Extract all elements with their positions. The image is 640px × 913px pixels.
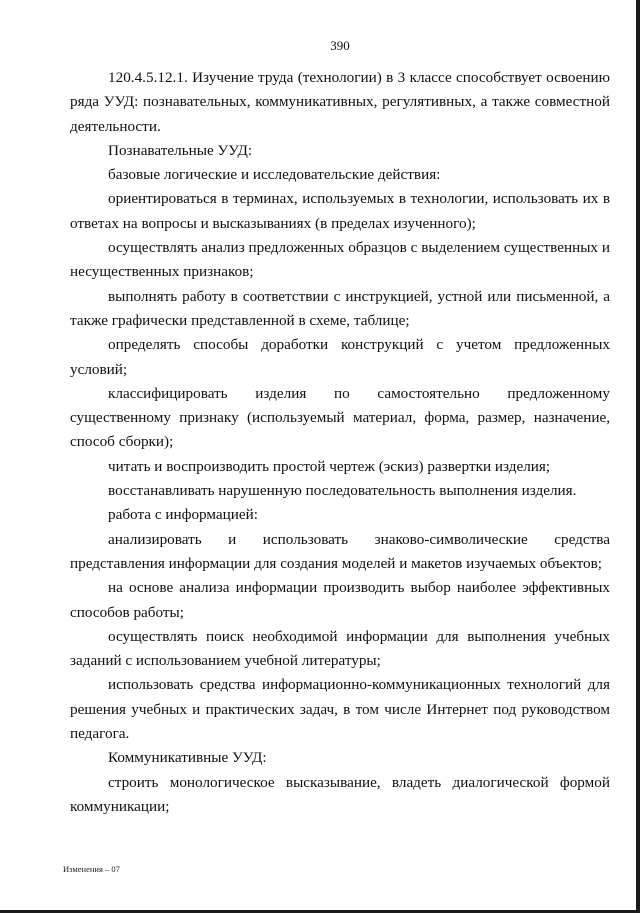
scan-edge-right (636, 0, 640, 913)
list-item: выполнять работу в соответствии с инструкцией, устной или письменной, а также графически представленной в схеме, таблице; (70, 287, 610, 329)
list-item: осуществлять анализ предложенных образцов с выделением существенных и несущественных признаков; (70, 239, 610, 281)
list-item: анализировать и использовать знаково-символические средства представления информации для создания моделей и макетов изучаемых объектов; (70, 530, 610, 572)
list-item: определять способы доработки конструкций с учетом предложенных условий; (70, 336, 610, 378)
list-item: на основе анализа информации производить выбор наиболее эффективных способов работы; (70, 579, 610, 621)
list-item: читать и воспроизводить простой чертеж (эскиз) развертки изделия; (108, 457, 551, 475)
paragraph-intro: 120.4.5.12.1. Изучение труда (технологии) в 3 классе способствует освоению ряда УУД: познавательных, коммуникативных, регулятивных, а также совместной деятельности. (70, 69, 610, 135)
list-item: восстанавливать нарушенную последовательность выполнения изделия. (108, 482, 577, 500)
list-item: осуществлять поиск необходимой информации для выполнения учебных заданий с использованием учебной литературы; (70, 627, 610, 670)
subheading-information-work: работа с информацией: (108, 506, 258, 524)
page-number: 390 (330, 38, 350, 53)
list-item: строить монологическое высказывание, владеть диалогической формой коммуникации; (70, 773, 610, 815)
list-item: классифицировать изделия по самостоятельно предложенному существенному признаку (используемый материал, форма, размер, назначение, способ сборки); (70, 384, 610, 451)
page-footer: Изменения – 07 (63, 864, 120, 874)
body-text (70, 66, 610, 819)
subheading-logical-actions: базовые логические и исследовательские действия: (108, 166, 441, 184)
list-item: использовать средства информационно-коммуникационных технологий для решения учебных и практических задач, в том числе Интернет под руководством педагога. (70, 676, 610, 743)
heading-cognitive-uud: Познавательные УУД: (108, 141, 253, 159)
list-item: ориентироваться в терминах, используемых в технологии, использовать их в ответах на вопросы и высказываниях (в пределах изученного); (70, 190, 610, 232)
heading-communicative-uud: Коммуникативные УУД: (108, 749, 267, 767)
